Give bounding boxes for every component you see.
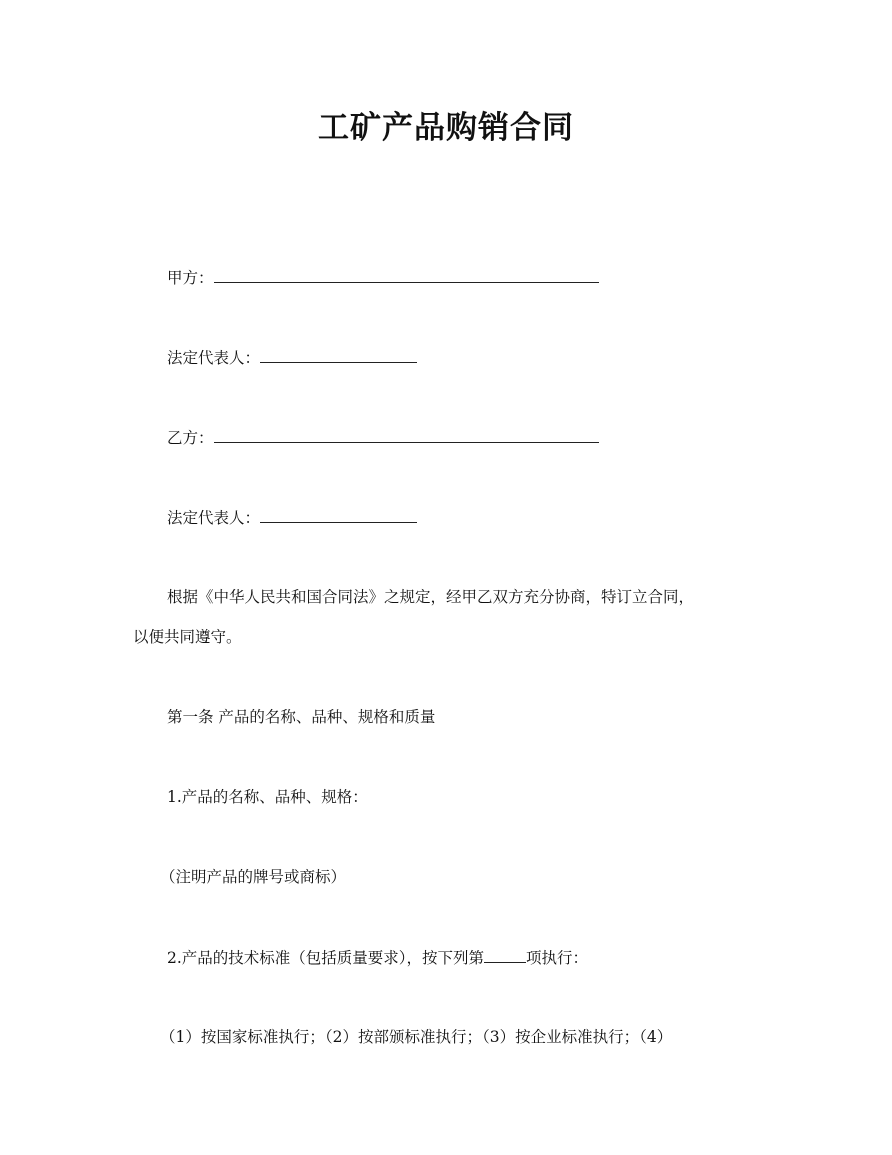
- party-b-representative-line: [167, 506, 417, 529]
- item-2-prefix: 2.产品的技术标准（包括质量要求），按下列第: [167, 949, 485, 967]
- item-2-blank[interactable]: [484, 946, 526, 963]
- party-b-label: 乙方：: [167, 429, 214, 447]
- party-b-representative-label: 法定代表人：: [167, 509, 261, 527]
- party-a-representative-label: 法定代表人：: [167, 349, 261, 367]
- party-b-blank[interactable]: [214, 426, 599, 443]
- party-a-representative-blank[interactable]: [260, 346, 417, 363]
- item-2-line: [167, 946, 588, 969]
- preamble-line-2: 以便共同遵守。: [133, 628, 242, 646]
- item-2-suffix: 项执行：: [526, 949, 589, 967]
- document-title: 工矿产品购销合同: [318, 110, 574, 146]
- party-a-blank[interactable]: [214, 266, 599, 283]
- party-b-line: [167, 426, 599, 449]
- item-1-label: 1.产品的名称、品种、规格：: [167, 788, 368, 806]
- standard-options-line: （1）按国家标准执行；（2）按部颁标准执行；（3）按企业标准执行；（4）: [160, 1028, 673, 1046]
- item-1-note: （注明产品的牌号或商标）: [160, 868, 347, 886]
- party-a-label: 甲方：: [167, 269, 214, 287]
- party-a-line: [167, 266, 599, 289]
- article-1-heading: 第一条 产品的名称、品种、规格和质量: [167, 708, 436, 726]
- party-b-representative-blank[interactable]: [260, 506, 417, 523]
- party-a-representative-line: [167, 346, 417, 369]
- preamble-line-1: 根据《中华人民共和国合同法》之规定，经甲乙双方充分协商，特订立合同，: [167, 588, 695, 606]
